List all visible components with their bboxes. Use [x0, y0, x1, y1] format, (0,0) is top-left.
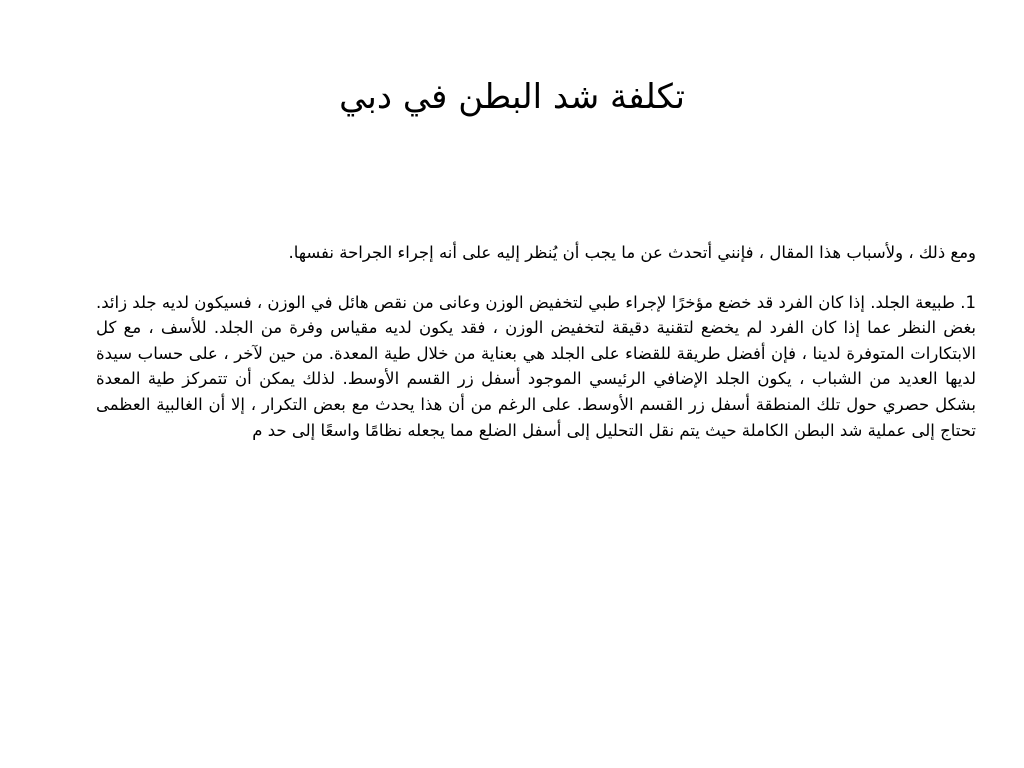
intro-paragraph: ومع ذلك ، ولأسباب هذا المقال ، فإنني أتحدث عن ما يجب أن يُنظر إليه على أنه إجراء الجراحة نفسها. [288, 243, 976, 262]
body-paragraph: 1. طبيعة الجلد. إذا كان الفرد قد خضع مؤخرًا لإجراء طبي لتخفيض الوزن وعانى من نقص هائل في الوزن ، فسيكون لديه جلد زائد. بغض النظر عما إذا كان الفرد لم يخضع لتقنية دقيقة لتخفيض الوزن ، فقد يكون لديه مقياس وفرة من الجلد. للأسف ، مع كل الابتكارات المتوفرة لدينا ، فإن أفضل طريقة للقضاء على الجلد هي بعناية من خلال طية المعدة. من حين لآخر ، على حساب سيدة لديها العديد من الشباب ، يكون الجلد الإضافي الرئيسي الموجود أسفل زر القسم الأوسط. لذلك يمكن أن تتمركز طية المعدة بشكل حصري حول تلك المنطقة أسفل زر القسم الأوسط. على الرغم من أن هذا يحدث مع بعض التكرار ، إلا أن الغالبية العظمى تحتاج إلى عملية شد البطن الكاملة حيث يتم نقل التحليل إلى أسفل الضلع مما يجعله نظامًا واسعًا إلى حد م [96, 292, 976, 440]
slide-title: تكلفة شد البطن في دبي [339, 77, 685, 117]
slide-body [96, 240, 976, 443]
